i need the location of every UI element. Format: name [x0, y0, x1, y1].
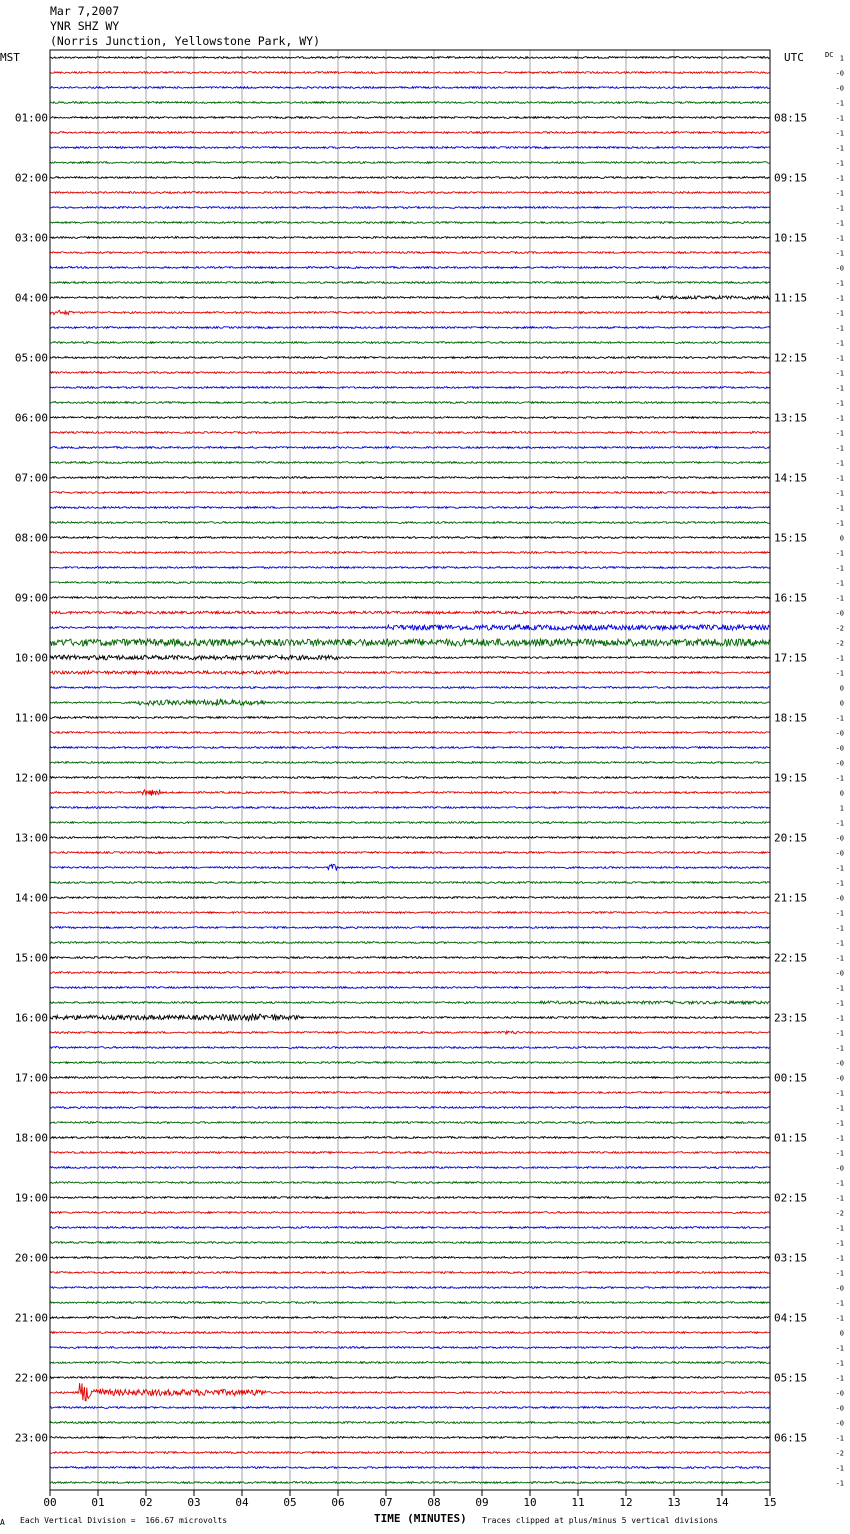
trace-row — [50, 1167, 770, 1169]
dc-offset-value: 1 — [839, 54, 844, 63]
trace-row — [50, 267, 770, 269]
dc-offset-value: -1 — [835, 714, 844, 723]
dc-offset-value: -1 — [835, 324, 844, 333]
dc-offset-value: -1 — [835, 444, 844, 453]
trace-row — [50, 162, 770, 164]
dc-offset-value: -1 — [835, 1269, 844, 1278]
mst-hour-label: 18:00 — [14, 1131, 48, 1145]
dc-label: DC — [825, 51, 834, 59]
dc-offset-value: -1 — [835, 1179, 844, 1188]
mst-hour-label: 04:00 — [14, 291, 48, 305]
trace-row — [50, 1227, 770, 1229]
trace-row — [50, 1332, 770, 1334]
dc-offset-value: -2 — [835, 1449, 844, 1458]
dc-offset-value: 0 — [839, 699, 844, 708]
utc-hour-labels — [774, 112, 807, 1445]
trace-row — [50, 72, 770, 74]
dc-offset-value: -0 — [835, 1074, 844, 1083]
time-axis — [43, 1490, 776, 1509]
mst-hour-label: 17:00 — [14, 1071, 48, 1085]
trace-row — [50, 402, 770, 404]
trace-row — [50, 237, 770, 239]
trace-row — [50, 537, 770, 539]
x-tick-label: 06 — [331, 1496, 345, 1509]
dc-offset-value: -1 — [835, 429, 844, 438]
dc-offset-value: -1 — [835, 174, 844, 183]
mst-hour-labels — [15, 112, 48, 1445]
dc-offset-value: -1 — [835, 549, 844, 558]
utc-hour-label: 08:15 — [774, 111, 808, 125]
utc-hour-label: 17:15 — [774, 651, 808, 665]
dc-offset-value: -0 — [835, 1389, 844, 1398]
trace-row — [50, 717, 770, 719]
trace-row — [50, 1014, 770, 1021]
mst-hour-label: 08:00 — [14, 531, 48, 545]
utc-hour-label: 09:15 — [774, 171, 808, 185]
trace-row — [50, 582, 770, 584]
dc-offset-value: -1 — [835, 144, 844, 153]
utc-hour-label: 11:15 — [774, 291, 808, 305]
corner-mark: A — [0, 1518, 5, 1527]
x-tick-label: 01 — [91, 1496, 105, 1509]
utc-hour-label: 00:15 — [774, 1071, 808, 1085]
dc-offset-value: -2 — [835, 639, 844, 648]
utc-hour-label: 01:15 — [774, 1131, 808, 1145]
dc-offset-value: -1 — [835, 294, 844, 303]
division-note: Each Vertical Division = 166.67 microvolts — [20, 1516, 228, 1525]
trace-row — [50, 807, 770, 809]
trace-row — [50, 1001, 770, 1004]
mst-hour-label: 02:00 — [14, 171, 48, 185]
trace-row — [50, 1122, 770, 1124]
mst-hour-label: 21:00 — [14, 1311, 48, 1325]
dc-offset-value: -2 — [835, 1209, 844, 1218]
mst-hour-label: 06:00 — [14, 411, 48, 425]
dc-offset-value: -0 — [835, 849, 844, 858]
trace-row — [50, 777, 770, 779]
mst-hour-label: 19:00 — [14, 1191, 48, 1205]
trace-row — [50, 957, 770, 959]
trace-row — [50, 1062, 770, 1064]
trace-row — [50, 1383, 770, 1401]
trace-row — [50, 699, 770, 706]
mst-hour-label: 03:00 — [14, 231, 48, 245]
dc-offset-value: -1 — [835, 999, 844, 1008]
trace-row — [50, 192, 770, 194]
dc-offset-value: -0 — [835, 84, 844, 93]
dc-offset-value: -1 — [835, 459, 844, 468]
trace-row — [50, 132, 770, 134]
trace-row — [50, 1362, 770, 1364]
mst-hour-label: 13:00 — [14, 831, 48, 845]
dc-offset-value: -1 — [835, 909, 844, 918]
dc-offset-value: -1 — [835, 579, 844, 588]
dc-offset-value: -0 — [835, 1164, 844, 1173]
trace-row — [50, 1242, 770, 1244]
trace-row — [50, 972, 770, 974]
dc-offset-value: -1 — [835, 339, 844, 348]
x-tick-label: 09 — [475, 1496, 489, 1509]
trace-row — [50, 252, 770, 254]
mst-label: MST — [0, 51, 20, 64]
trace-row — [50, 852, 770, 854]
trace-row — [50, 102, 770, 104]
dc-offset-value: -1 — [835, 519, 844, 528]
trace-row — [50, 387, 770, 389]
trace-row — [50, 357, 770, 359]
dc-offset-value: -1 — [835, 219, 844, 228]
plot-frame — [50, 50, 770, 1490]
station-code: YNR SHZ WY — [50, 19, 120, 33]
trace-row — [50, 147, 770, 149]
trace-row — [50, 639, 770, 646]
dc-offset-value: -1 — [835, 234, 844, 243]
trace-row — [50, 882, 770, 884]
dc-offset-value: -1 — [835, 984, 844, 993]
trace-row — [50, 1302, 770, 1304]
trace-row — [50, 1272, 770, 1274]
dc-offset-value: -1 — [835, 1089, 844, 1098]
mst-hour-label: 20:00 — [14, 1251, 48, 1265]
dc-offset-value: -1 — [835, 1344, 844, 1353]
trace-row — [50, 1257, 770, 1259]
dc-offset-value: -1 — [835, 1029, 844, 1038]
dc-offset-value: -0 — [835, 69, 844, 78]
dc-offset-value: -1 — [835, 1359, 844, 1368]
utc-hour-label: 13:15 — [774, 411, 808, 425]
trace-row — [50, 492, 770, 494]
dc-offset-value: -0 — [835, 1404, 844, 1413]
time-gridlines — [98, 50, 722, 1490]
dc-offset-value: -1 — [835, 1224, 844, 1233]
x-tick-label: 14 — [715, 1496, 729, 1509]
utc-hour-label: 14:15 — [774, 471, 808, 485]
trace-row — [50, 1452, 770, 1454]
dc-offset-value: -1 — [835, 159, 844, 168]
dc-offset-value: -1 — [835, 1479, 844, 1488]
dc-offset-value: -0 — [835, 759, 844, 768]
x-tick-label: 07 — [379, 1496, 393, 1509]
dc-offset-value: -1 — [835, 1434, 844, 1443]
dc-offset-value: -1 — [835, 864, 844, 873]
dc-offset-value: -0 — [835, 1419, 844, 1428]
trace-row — [50, 864, 770, 870]
dc-offset-value: -0 — [835, 834, 844, 843]
dc-offset-value: -1 — [835, 669, 844, 678]
dc-offset-value: -1 — [835, 1119, 844, 1128]
dc-offset-value: -0 — [835, 729, 844, 738]
dc-offset-value: -1 — [835, 489, 844, 498]
utc-hour-label: 12:15 — [774, 351, 808, 365]
mst-hour-label: 01:00 — [14, 111, 48, 125]
dc-offset-value: -1 — [835, 384, 844, 393]
x-tick-label: 02 — [139, 1496, 153, 1509]
x-tick-label: 08 — [427, 1496, 441, 1509]
trace-row — [50, 790, 770, 796]
dc-offset-value: -1 — [835, 1044, 844, 1053]
dc-offset-value: -1 — [835, 654, 844, 663]
dc-offset-value: -1 — [835, 249, 844, 258]
mst-hour-label: 16:00 — [14, 1011, 48, 1025]
dc-offset-value: -1 — [835, 879, 844, 888]
trace-row — [50, 912, 770, 914]
mst-hour-label: 11:00 — [14, 711, 48, 725]
dc-offset-labels — [836, 55, 844, 1488]
mst-hour-label: 12:00 — [14, 771, 48, 785]
trace-row — [50, 342, 770, 344]
dc-offset-value: -1 — [835, 129, 844, 138]
dc-offset-value: -1 — [835, 1104, 844, 1113]
trace-row — [50, 57, 770, 59]
trace-row — [50, 432, 770, 434]
utc-hour-label: 03:15 — [774, 1251, 808, 1265]
trace-row — [50, 1212, 770, 1214]
trace-row — [50, 1467, 770, 1469]
dc-offset-value: -1 — [835, 354, 844, 363]
trace-row — [50, 1031, 770, 1034]
dc-offset-value: -1 — [835, 1314, 844, 1323]
trace-row — [50, 222, 770, 224]
dc-offset-value: -1 — [835, 189, 844, 198]
trace-row — [50, 927, 770, 929]
trace-row — [50, 1437, 770, 1439]
trace-row — [50, 732, 770, 734]
trace-row — [50, 1152, 770, 1154]
dc-offset-value: -1 — [835, 1134, 844, 1143]
utc-hour-label: 18:15 — [774, 711, 808, 725]
trace-row — [50, 207, 770, 209]
x-tick-label: 13 — [667, 1496, 681, 1509]
trace-row — [50, 310, 770, 314]
dc-offset-value: -1 — [835, 474, 844, 483]
dc-offset-value: -1 — [835, 819, 844, 828]
dc-offset-value: -1 — [835, 1194, 844, 1203]
trace-row — [50, 837, 770, 839]
utc-hour-label: 21:15 — [774, 891, 808, 905]
trace-row — [50, 477, 770, 479]
dc-offset-value: -1 — [835, 564, 844, 573]
trace-row — [50, 177, 770, 179]
trace-row — [50, 567, 770, 569]
trace-row — [50, 987, 770, 989]
utc-hour-label: 10:15 — [774, 231, 808, 245]
trace-row — [50, 1287, 770, 1289]
trace-row — [50, 552, 770, 554]
trace-row — [50, 822, 770, 824]
trace-row — [50, 1422, 770, 1424]
mst-hour-label: 09:00 — [14, 591, 48, 605]
trace-row — [50, 117, 770, 119]
mst-hour-label: 14:00 — [14, 891, 48, 905]
dc-offset-value: -1 — [835, 1149, 844, 1158]
dc-offset-value: 0 — [839, 684, 844, 693]
dc-offset-value: -0 — [835, 609, 844, 618]
trace-row — [50, 747, 770, 749]
trace-row — [50, 655, 770, 660]
trace-row — [50, 1197, 770, 1199]
trace-row — [50, 1107, 770, 1109]
plot-date: Mar 7,2007 — [50, 4, 120, 18]
dc-offset-value: -0 — [835, 1284, 844, 1293]
trace-row — [50, 1182, 770, 1184]
dc-offset-value: -2 — [835, 624, 844, 633]
utc-hour-label: 15:15 — [774, 531, 808, 545]
utc-hour-label: 05:15 — [774, 1371, 808, 1385]
mst-hour-label: 22:00 — [14, 1371, 48, 1385]
dc-offset-value: -1 — [835, 1464, 844, 1473]
trace-row — [50, 1317, 770, 1319]
dc-offset-value: -1 — [835, 504, 844, 513]
trace-row — [50, 522, 770, 524]
mst-hour-label: 23:00 — [14, 1431, 48, 1445]
x-tick-label: 05 — [283, 1496, 297, 1509]
dc-offset-value: -1 — [835, 1299, 844, 1308]
dc-offset-value: -1 — [835, 99, 844, 108]
utc-label: UTC — [784, 51, 804, 64]
trace-row — [50, 507, 770, 509]
dc-offset-value: -1 — [835, 1374, 844, 1383]
trace-row — [50, 1377, 770, 1379]
dc-offset-value: -1 — [835, 939, 844, 948]
dc-offset-value: -0 — [835, 1059, 844, 1068]
station-location: (Norris Junction, Yellowstone Park, WY) — [50, 34, 321, 48]
dc-offset-value: -0 — [835, 264, 844, 273]
trace-row — [50, 942, 770, 944]
trace-row — [50, 327, 770, 329]
utc-hour-label: 02:15 — [774, 1191, 808, 1205]
utc-hour-label: 16:15 — [774, 591, 808, 605]
clip-note: Traces clipped at plus/minus 5 vertical divisions — [482, 1516, 719, 1525]
trace-row — [50, 1137, 770, 1139]
trace-row — [50, 282, 770, 284]
trace-row — [50, 1347, 770, 1349]
utc-hour-label: 20:15 — [774, 831, 808, 845]
dc-offset-value: -1 — [835, 1014, 844, 1023]
dc-offset-value: -1 — [835, 1239, 844, 1248]
dc-offset-value: -1 — [835, 204, 844, 213]
dc-offset-value: -1 — [835, 369, 844, 378]
dc-offset-value: -0 — [835, 744, 844, 753]
trace-row — [50, 687, 770, 689]
dc-offset-value: -1 — [835, 924, 844, 933]
x-tick-label: 04 — [235, 1496, 249, 1509]
mst-hour-label: 07:00 — [14, 471, 48, 485]
dc-offset-value: -1 — [835, 1254, 844, 1263]
dc-offset-value: -0 — [835, 969, 844, 978]
trace-row — [50, 296, 770, 299]
dc-offset-value: -1 — [835, 954, 844, 963]
x-tick-label: 03 — [187, 1496, 201, 1509]
trace-row — [50, 762, 770, 764]
dc-offset-value: 0 — [839, 789, 844, 798]
trace-row — [50, 417, 770, 419]
trace-row — [50, 625, 770, 630]
trace-row — [50, 897, 770, 899]
dc-offset-value: 0 — [839, 1329, 844, 1338]
dc-offset-value: -1 — [835, 399, 844, 408]
mst-hour-label: 05:00 — [14, 351, 48, 365]
trace-row — [50, 597, 770, 599]
utc-hour-label: 23:15 — [774, 1011, 808, 1025]
dc-offset-value: -1 — [835, 279, 844, 288]
trace-row — [50, 671, 770, 674]
utc-hour-label: 04:15 — [774, 1311, 808, 1325]
trace-row — [50, 1407, 770, 1409]
mst-hour-label: 10:00 — [14, 651, 48, 665]
dc-offset-value: 0 — [839, 534, 844, 543]
x-tick-label: 12 — [619, 1496, 633, 1509]
x-tick-label: 11 — [571, 1496, 585, 1509]
utc-hour-label: 19:15 — [774, 771, 808, 785]
dc-offset-value: -0 — [835, 894, 844, 903]
utc-hour-label: 22:15 — [774, 951, 808, 965]
dc-offset-value: -1 — [835, 309, 844, 318]
trace-row — [50, 1482, 770, 1484]
dc-offset-value: -1 — [835, 114, 844, 123]
utc-hour-label: 06:15 — [774, 1431, 808, 1445]
trace-row — [50, 447, 770, 449]
trace-row — [50, 462, 770, 464]
x-tick-label: 10 — [523, 1496, 537, 1509]
trace-row — [50, 611, 770, 614]
dc-offset-value: -1 — [835, 594, 844, 603]
trace-row — [50, 1047, 770, 1049]
x-tick-label: 15 — [763, 1496, 777, 1509]
trace-row — [50, 1092, 770, 1094]
x-tick-label: 00 — [43, 1496, 57, 1509]
seismic-traces — [50, 57, 770, 1484]
trace-row — [50, 87, 770, 89]
dc-offset-value: -1 — [835, 774, 844, 783]
dc-offset-value: -1 — [835, 414, 844, 423]
mst-hour-label: 15:00 — [14, 951, 48, 965]
dc-offset-value: 1 — [839, 804, 844, 813]
trace-row — [50, 1077, 770, 1079]
x-axis-title: TIME (MINUTES) — [374, 1512, 467, 1525]
trace-row — [50, 372, 770, 374]
